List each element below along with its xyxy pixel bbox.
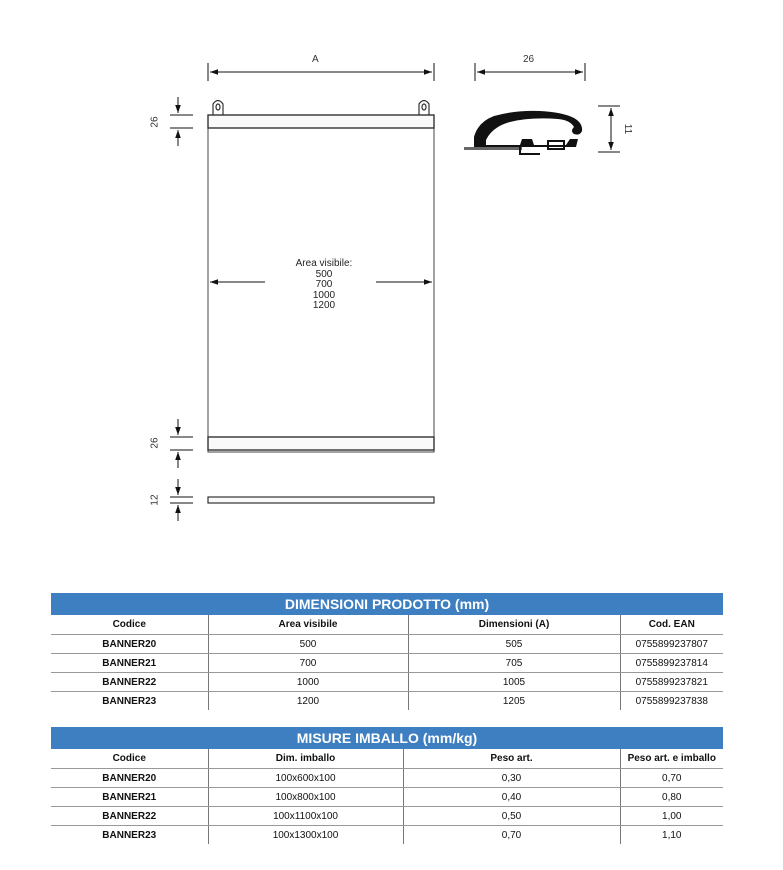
column-header: Area visibile — [208, 615, 408, 635]
cell: 0755899237814 — [620, 654, 723, 673]
cell-code: BANNER20 — [51, 635, 208, 654]
width-dimension-line — [208, 63, 434, 81]
table-row — [51, 807, 723, 826]
cell: 1205 — [408, 692, 620, 711]
cell-code: BANNER23 — [51, 826, 208, 845]
cell: 1,00 — [620, 807, 723, 826]
table-row — [51, 654, 723, 673]
cell: 0,30 — [403, 769, 620, 788]
column-header: Dim. imballo — [208, 749, 403, 769]
table-row — [51, 635, 723, 654]
cell: 0755899237838 — [635, 695, 708, 707]
table-header-row — [51, 749, 723, 769]
area-visible-value: 500 — [315, 268, 333, 280]
profile-height-label: 11 — [622, 123, 634, 135]
bottom-bar — [208, 437, 434, 450]
cell-code: BANNER23 — [51, 692, 208, 711]
column-header: Cod. EAN — [620, 615, 723, 635]
cell-code: BANNER21 — [51, 788, 208, 807]
packaging-table-title: MISURE IMBALLO (mm/kg) — [51, 727, 723, 749]
column-header: Dimensioni (A) — [408, 615, 620, 635]
cell: 0755899237807 — [620, 635, 723, 654]
cell: 705 — [408, 654, 620, 673]
packaging-table — [51, 727, 723, 844]
cell: 100x1300x100 — [208, 826, 403, 845]
column-header: Peso art. e imballo — [620, 749, 723, 769]
table-header-row — [51, 615, 723, 635]
top-bar-label: 26 — [149, 116, 161, 128]
cell: 0,80 — [620, 788, 723, 807]
area-visible-value: 1000 — [312, 289, 336, 301]
profile-height-dimension — [598, 106, 620, 152]
width-label: A — [312, 54, 319, 65]
cell: 100x800x100 — [208, 788, 403, 807]
thickness-label: 12 — [149, 494, 161, 506]
profile-section-icon — [464, 111, 582, 154]
cell: 1005 — [408, 673, 620, 692]
bottom-bar-dimension — [170, 419, 193, 468]
table-row — [51, 788, 723, 807]
cell: 0,70 — [620, 769, 723, 788]
area-visible-text — [270, 259, 378, 312]
cell: 1000 — [208, 673, 408, 692]
column-header: Peso art. — [403, 749, 620, 769]
area-visible-title: Area visibile: — [295, 258, 353, 269]
product-table-title: DIMENSIONI PRODOTTO (mm) — [51, 593, 723, 615]
cell: 0,40 — [403, 788, 620, 807]
cell: 100x600x100 — [208, 769, 403, 788]
cell-code: BANNER20 — [51, 769, 208, 788]
cell-code: BANNER21 — [51, 654, 208, 673]
profile-width-label: 26 — [523, 54, 535, 65]
thickness-strip — [208, 497, 434, 503]
column-header: Codice — [51, 615, 208, 635]
table-row — [51, 673, 723, 692]
table-row — [51, 692, 723, 711]
hook-left — [213, 101, 223, 116]
cell: 0,70 — [403, 826, 620, 845]
cell: 0,50 — [403, 807, 620, 826]
cell: 500 — [208, 635, 408, 654]
cell: 100x1100x100 — [208, 807, 403, 826]
profile-width-dimension — [475, 63, 585, 81]
cell: 505 — [408, 635, 620, 654]
cell: 1200 — [208, 692, 408, 711]
column-header: Codice — [51, 749, 208, 769]
cell: 1,10 — [662, 829, 682, 841]
top-bar — [208, 115, 434, 128]
table-row — [51, 769, 723, 788]
bottom-bar-label: 26 — [149, 437, 161, 449]
thickness-dimension — [170, 479, 193, 521]
area-visible-value: 1200 — [312, 300, 336, 311]
table-row — [51, 826, 723, 845]
cell: 700 — [208, 654, 408, 673]
product-dimensions-table — [51, 593, 723, 710]
top-bar-dimension — [170, 97, 193, 146]
cell: 0755899237821 — [620, 673, 723, 692]
hook-right — [419, 101, 429, 116]
cell-code: BANNER22 — [51, 673, 208, 692]
area-visible-value: 700 — [315, 279, 333, 290]
cell-code: BANNER22 — [51, 807, 208, 826]
